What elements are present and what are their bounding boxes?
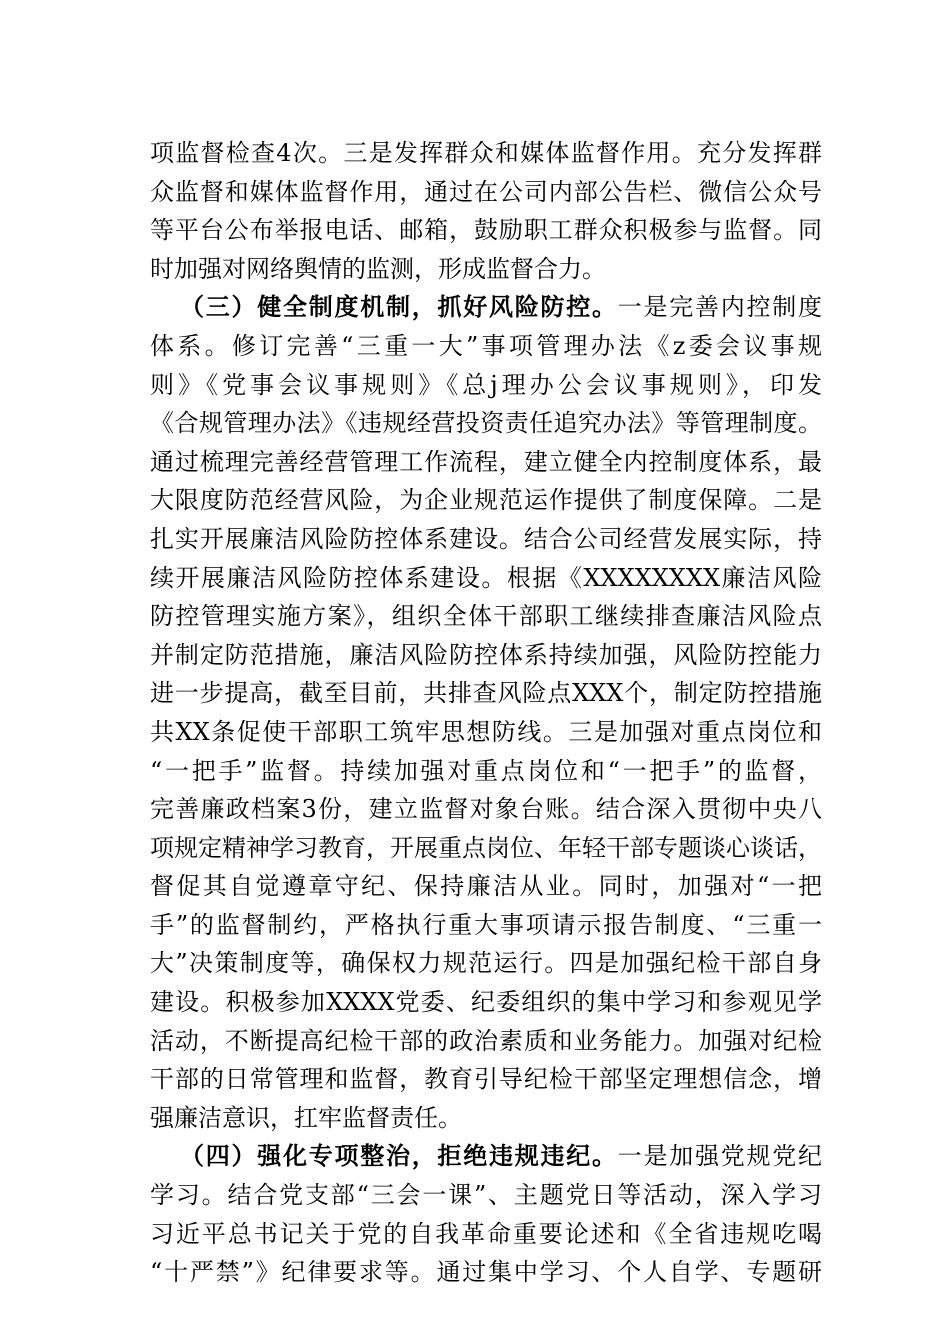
text-line: 体系。修订完善“三重一大”事项管理办法《z委会议事规 xyxy=(150,331,822,360)
text-line: 《合规管理办法》《违规经营投资责任追究办法》等管理制度。 xyxy=(150,409,822,438)
section-3-first-line-rest: 一是完善内控制度 xyxy=(617,293,822,322)
text-line: 并制定防范措施，廉洁风险防控体系持续加强，风险防控能力 xyxy=(150,640,822,669)
document-body xyxy=(150,134,822,1292)
text-line: 强廉洁意识，扛牢监督责任。 xyxy=(150,1103,462,1132)
text-line: 等平台公布举报电话、邮箱，鼓励职工群众积极参与监督。同 xyxy=(150,216,822,245)
text-line: 防控管理实施方案》，组织全体干部职工继续排查廉洁风险点 xyxy=(150,602,822,631)
text-line: 活动，不断提高纪检干部的政治素质和业务能力。加强对纪检 xyxy=(150,1026,822,1055)
section-4-first-line xyxy=(150,1137,822,1176)
text-line: 众监督和媒体监督作用，通过在公司内部公告栏、微信公众号 xyxy=(150,177,822,206)
text-line: 手”的监督制约，严格执行重大事项请示报告制度、“三重一 xyxy=(150,910,822,939)
text-line: 续开展廉洁风险防控体系建设。根据《XXXXXXXX廉洁风险 xyxy=(150,563,822,592)
text-line: “一把手”监督。持续加强对重点岗位和“一把手”的监督， xyxy=(150,756,822,785)
text-line: 共XX条促使干部职工筑牢思想防线。三是加强对重点岗位和 xyxy=(150,717,822,746)
text-line: 督促其自觉遵章守纪、保持廉洁从业。同时，加强对“一把 xyxy=(150,872,822,901)
text-line: 扎实开展廉洁风险防控体系建设。结合公司经营发展实际，持 xyxy=(150,524,822,553)
text-line: “十严禁”》纪律要求等。通过集中学习、个人自学、专题研 xyxy=(150,1258,822,1287)
text-line: 通过梳理完善经营管理工作流程，建立健全内控制度体系，最 xyxy=(150,447,822,476)
text-line: 项规定精神学习教育，开展重点岗位、年轻干部专题谈心谈话， xyxy=(150,833,822,862)
text-line: 习近平总书记关于党的自我革命重要论述和《全省违规吃喝 xyxy=(150,1219,822,1248)
text-line: 时加强对网络舆情的监测，形成监督合力。 xyxy=(150,254,606,283)
section-3-first-line xyxy=(150,288,822,327)
text-line: 大限度防范经营风险，为企业规范运作提供了制度保障。二是 xyxy=(150,486,822,515)
text-line: 学习。结合党支部“三会一课”、主题党日等活动，深入学习 xyxy=(150,1181,822,1210)
text-line: 进一步提高，截至目前，共排查风险点XXX个，制定防控措施 xyxy=(150,679,822,708)
text-line: 则》《党事会议事规则》《总j理办公会议事规则》，印发 xyxy=(150,370,822,399)
section-4-heading: （四）强化专项整治，拒绝违规违纪。 xyxy=(180,1141,618,1171)
text-line: 建设。积极参加XXXX党委、纪委组织的集中学习和参观见学 xyxy=(150,988,822,1017)
section-3-heading: （三）健全制度机制，抓好风险防控。 xyxy=(180,292,618,322)
text-line: 完善廉政档案3份，建立监督对象台账。结合深入贯彻中央八 xyxy=(150,795,822,824)
text-line: 干部的日常管理和监督，教育引导纪检干部坚定理想信念，增 xyxy=(150,1065,822,1094)
text-line: 大”决策制度等，确保权力规范运行。四是加强纪检干部自身 xyxy=(150,949,822,978)
section-4-first-line-rest: 一是加强党规党纪 xyxy=(617,1142,822,1171)
text-line: 项监督检查4次。三是发挥群众和媒体监督作用。充分发挥群 xyxy=(150,139,822,167)
